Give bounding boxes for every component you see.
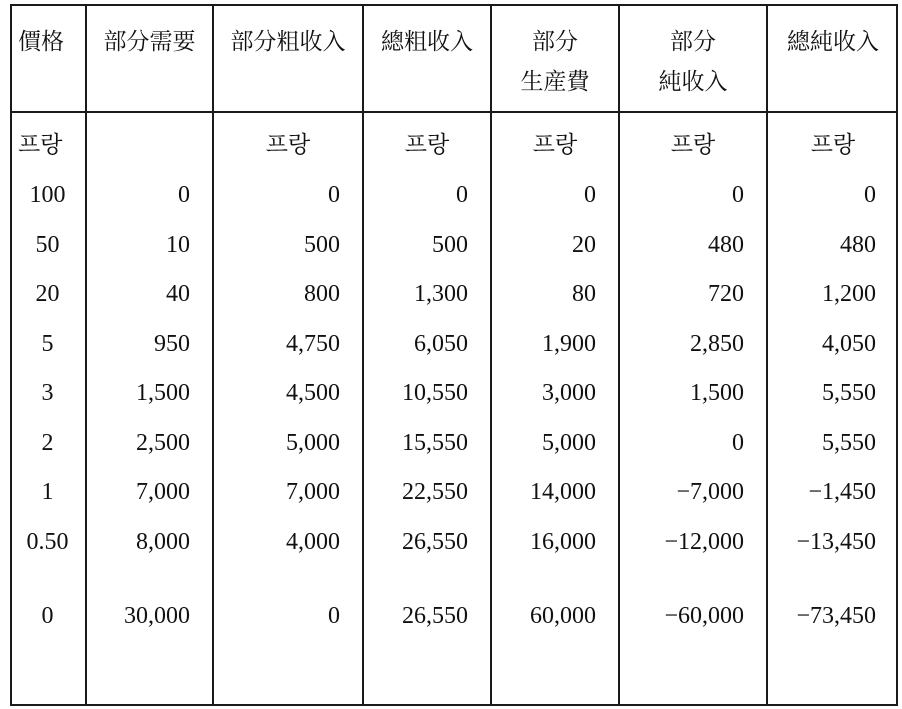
- unit-total-net-income: 프랑: [810, 131, 856, 158]
- cell-partial-demand: 10: [86, 221, 213, 271]
- cell-partial-production-cost: 20: [491, 221, 619, 271]
- unit-total-gross-income: 프랑: [363, 112, 491, 171]
- cell-total-net-income: −73,450: [796, 603, 876, 629]
- cell-price: 50: [10, 221, 86, 271]
- cell-partial-production-cost: 5,000: [491, 419, 619, 469]
- cell-total-gross-income: 500: [363, 221, 491, 271]
- header-partial-production-cost-line2: 生産費: [520, 69, 590, 95]
- cell-price: 100: [10, 171, 86, 221]
- cell-partial-gross-income: 4,000: [213, 518, 363, 568]
- cell-total-net-income: 480: [840, 231, 876, 258]
- cell-partial-production-cost: 14,000: [491, 468, 619, 518]
- header-price: 價格: [10, 4, 86, 112]
- cell-total-gross-income: 1,300: [363, 270, 491, 320]
- cell-partial-gross-income: 0: [213, 171, 363, 221]
- unit-partial-production-cost: 프랑: [491, 112, 619, 171]
- cell-partial-net-income: 0: [619, 171, 767, 221]
- cell-partial-demand: 7,000: [86, 468, 213, 518]
- cell-partial-production-cost: 60,000: [491, 567, 619, 666]
- unit-partial-gross-income: 프랑: [213, 112, 363, 171]
- cell-partial-net-income: 1,500: [619, 369, 767, 419]
- cell-partial-net-income: 0: [619, 419, 767, 469]
- cell-total-net-income: 5,550: [822, 380, 876, 407]
- cell-partial-gross-income: 7,000: [213, 468, 363, 518]
- cell-total-gross-income: 10,550: [363, 369, 491, 419]
- header-partial-demand: 部分需要: [86, 4, 213, 112]
- cell-total-gross-income: 0: [363, 171, 491, 221]
- cell-total-net-income: −13,450: [796, 528, 876, 555]
- cell-partial-production-cost: 80: [491, 270, 619, 320]
- cell-partial-net-income: −60,000: [619, 567, 767, 666]
- cell-partial-demand: 30,000: [86, 567, 213, 666]
- cell-partial-demand: 0: [86, 171, 213, 221]
- cell-partial-gross-income: 500: [213, 221, 363, 271]
- cell-total-gross-income: 26,550: [363, 567, 491, 666]
- cell-price: 0: [10, 567, 86, 666]
- cell-partial-production-cost: 3,000: [491, 369, 619, 419]
- cell-partial-demand: 1,500: [86, 369, 213, 419]
- cell-partial-production-cost: 0: [491, 171, 619, 221]
- header-partial-net-income-line1: 部分: [670, 29, 716, 55]
- cell-price: 20: [10, 270, 86, 320]
- unit-partial-net-income: 프랑: [619, 112, 767, 171]
- cell-partial-production-cost: 1,900: [491, 320, 619, 370]
- cell-total-net-income: 0: [864, 182, 876, 209]
- cell-partial-net-income: −12,000: [619, 518, 767, 568]
- cell-total-gross-income: 15,550: [363, 419, 491, 469]
- cell-price: 1: [10, 468, 86, 518]
- cell-total-gross-income: 26,550: [363, 518, 491, 568]
- header-partial-net-income-line2: 純收入: [658, 69, 728, 95]
- cell-total-net-income: 4,050: [822, 330, 876, 357]
- cell-partial-demand: 40: [86, 270, 213, 320]
- table-frame: [10, 4, 898, 706]
- header-total-gross-income: 總粗收入: [363, 4, 491, 112]
- cell-partial-demand: 2,500: [86, 419, 213, 469]
- cell-partial-demand: 950: [86, 320, 213, 370]
- cell-total-net-income: 5,550: [822, 429, 876, 456]
- cell-partial-production-cost: 16,000: [491, 518, 619, 568]
- cell-partial-gross-income: 0: [213, 567, 363, 666]
- header-partial-gross-income: 部分粗收入: [213, 4, 363, 112]
- cell-total-gross-income: 22,550: [363, 468, 491, 518]
- cell-partial-demand: 8,000: [86, 518, 213, 568]
- cell-partial-net-income: 720: [619, 270, 767, 320]
- unit-price: 프랑: [10, 112, 86, 171]
- header-total-net-income: 總純收入: [767, 4, 898, 112]
- cell-partial-gross-income: 800: [213, 270, 363, 320]
- cell-partial-gross-income: 5,000: [213, 419, 363, 469]
- cell-partial-net-income: 480: [619, 221, 767, 271]
- cell-partial-net-income: −7,000: [619, 468, 767, 518]
- cell-price: 0.50: [10, 518, 86, 568]
- cell-price: 3: [10, 369, 86, 419]
- cell-price: 5: [10, 320, 86, 370]
- cell-total-gross-income: 6,050: [363, 320, 491, 370]
- cell-total-net-income: 1,200: [822, 281, 876, 308]
- cell-partial-net-income: 2,850: [619, 320, 767, 370]
- cell-price: 2: [10, 419, 86, 469]
- header-partial-production-cost-line1: 部分: [532, 29, 578, 55]
- cell-total-net-income: −1,450: [808, 479, 876, 506]
- cell-partial-gross-income: 4,750: [213, 320, 363, 370]
- cell-partial-gross-income: 4,500: [213, 369, 363, 419]
